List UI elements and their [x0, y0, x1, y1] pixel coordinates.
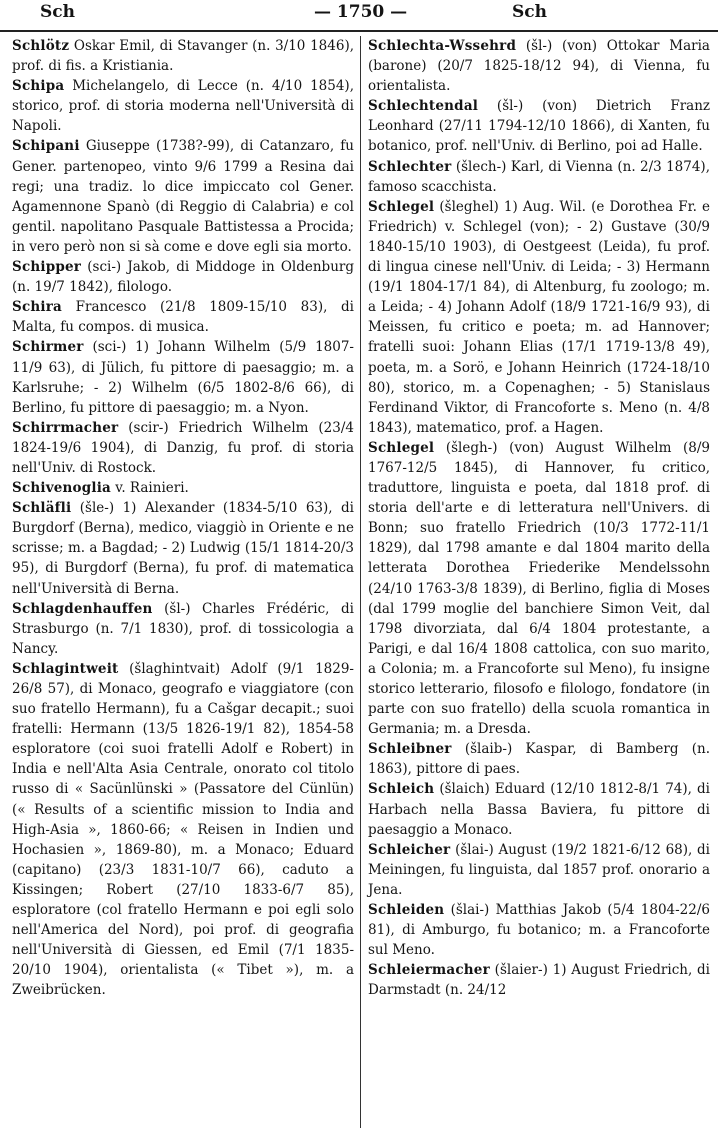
- entry: [368, 900, 710, 960]
- entry-headword: Schipper: [12, 259, 82, 276]
- entry: [12, 498, 354, 598]
- entry-headword: Schivenoglia: [12, 480, 112, 497]
- entry: [368, 960, 710, 1000]
- entry-headword: Schleiermacher: [368, 962, 490, 979]
- entry-text: (šlaghintvait) Adolf (9/1 1829-26/8 57), di Monaco, geografo e viaggiatore (con suo fratello Hermann), fu a Cašgar decapit.; suoi fratelli: Hermann (13/5 1826-19/1 82), 1854-58 esploratore (coi suoi fratelli Adolf e Robert) in India e nell'Alta Asia Centrale, onorato col titolo russo di « Sacünlünski » (Passatore del Cünlün) (« Results of a scientific mission to India and High-Asia », 1860-66; « Reisen in Indien und Hochasien », 1869-80), m. a Monaco; Eduard (capitano) (23/3 1831-10/7 66), caduto a Kissingen; Robert (27/10 1833-6/7 85), esploratore (col fratello Hermann e poi egli solo nell'America del Nord), poi prof. di geografia nell'Università di Giessen, ed Emil (7/1 1835-20/10 1904), orientalista (« Tibet »), m. a Zweibrücken.: [12, 660, 354, 999]
- page-number: — 1750 —: [314, 2, 408, 22]
- entry-text: (sci-) Jakob, di Middoge in Oldenburg (n. 19/7 1842), filologo.: [12, 259, 354, 296]
- entry-headword: Schirrmacher: [12, 419, 119, 436]
- entry: [368, 739, 710, 779]
- entry: [12, 36, 354, 76]
- entry: [368, 96, 710, 156]
- entry-text: (šlech-) Karl, di Vienna (n. 2/3 1874), famoso scacchista.: [368, 158, 710, 195]
- entry: [368, 840, 710, 900]
- page-header: [0, 0, 718, 32]
- entry: [12, 418, 354, 478]
- entry-text: (šl-) (von) Ottokar Maria (barone) (20/7 1825-18/12 94), di Vienna, fu orientalista.: [368, 38, 710, 95]
- entry-text: Michelangelo, di Lecce (n. 4/10 1854), storico, prof. di storia moderna nell'Università di Napoli.: [12, 78, 354, 135]
- header-left-keyword: Sch: [40, 2, 75, 22]
- entry-text: v. Rainieri.: [111, 480, 189, 497]
- left-column: [12, 36, 354, 1001]
- entry-text: (šlai-) Matthias Jakob (5/4 1804-22/6 81), di Amburgo, fu botanico; m. a Francoforte sul Meno.: [368, 902, 710, 959]
- entry-text: (šl-) Charles Frédéric, di Strasburgo (n. 7/1 1830), prof. di tossicologia a Nancy.: [12, 600, 354, 657]
- entry-headword: Schläfli: [12, 500, 72, 517]
- entry-headword: Schlegel: [368, 439, 435, 456]
- column-divider: [360, 36, 361, 1128]
- entry: [12, 76, 354, 136]
- entry-text: (šlegh-) (von) August Wilhelm (8/9 1767-12/5 1845), di Hannover, fu critico, traduttore, linguista e poeta, dal 1818 prof. di storia dell'arte e di letteratura nell'Univers. di Bonn; suo fratello Friedrich (10/3 1772-11/1 1829), dal 1798 amante e dal 1804 marito della letterata Dorothea Friederike Mendelssohn (24/10 1763-3/8 1839), di Berlino, figlia di Moses (dal 1799 moglie del banchiere Simon Veit, dal 1798 divorziata, dal 6/4 1804 protestante, a Parigi, e dal 16/4 1808 cattolica, con suo marito, a Colonia; m. a Francoforte sul Meno), fu insigne storico letterario, filosofo e filologo, fondatore (in parte con suo fratello) della scuola romantica in Germania; m. a Dresda.: [368, 439, 710, 738]
- entry: [12, 297, 354, 337]
- entry: [368, 157, 710, 197]
- entry-headword: Schlötz: [12, 38, 70, 54]
- entry-headword: Schleicher: [368, 841, 451, 858]
- entry: [368, 438, 710, 739]
- entry-text: Francesco (21/8 1809-15/10 83), di Malta, fu compos. di musica.: [12, 299, 354, 336]
- entry-headword: Schleibner: [368, 741, 452, 758]
- entry-headword: Schleiden: [368, 902, 445, 919]
- entry-text: (šlaib-) Kaspar, di Bamberg (n. 1863), pittore di paes.: [368, 741, 710, 778]
- entry-text: (šlaier-) 1) August Friedrich, di Darmstadt (n. 24/12: [368, 962, 710, 999]
- entry-text: (šl-) (von) Dietrich Franz Leonhard (27/11 1794-12/10 1866), di Xanten, fu botanico, prof. nell'Univ. di Berlino, poi ad Halle.: [368, 98, 710, 155]
- entry-headword: Schlagdenhauffen: [12, 600, 153, 617]
- entry: [12, 599, 354, 659]
- entry: [12, 478, 354, 498]
- entry-text: (šlaich) Eduard (12/10 1812-8/1 74), di Harbach nella Bassa Baviera, fu pittore di paesaggio a Monaco.: [368, 781, 710, 838]
- entry-headword: Schipani: [12, 138, 80, 155]
- entry: [12, 659, 354, 1001]
- entry-headword: Schirmer: [12, 339, 84, 356]
- entry-headword: Schlegel: [368, 198, 435, 215]
- entry-text: (sci-) 1) Johann Wilhelm (5/9 1807-11/9 63), di Jülich, fu pittore di paesaggio; m. a Karlsruhe; - 2) Wilhelm (6/5 1802-8/6 66), di Berlino, fu pittore di paesaggio; m. a Nyon.: [12, 339, 354, 416]
- entry-text: (šleghel) 1) Aug. Wil. (e Dorothea Fr. e Friedrich) v. Schlegel (von); - 2) Gustave (30/9 1840-15/10 1903), di Oestgeest (Leida), fu prof. di lingua cinese nell'Univ. di Leida; - 3) Hermann (19/1 1804-17/1 84), di Altenburg, fu zoologo; m. a Leida; - 4) Johann Adolf (18/9 1721-16/9 93), di Meissen, fu critico e poeta; m. ad Hannover; fratelli suoi: Johann Elias (17/1 1719-13/8 49), poeta, m. a Sorö, e Johann Heinrich (1724-18/10 80), storico, m. a Copenaghen; - 5) Stanislaus Ferdinand Viktor, di Francoforte s. Meno (n. 4/8 1843), matematico, prof. a Hagen.: [368, 198, 710, 436]
- entry-headword: Schira: [12, 299, 62, 316]
- entry: [368, 197, 710, 438]
- entry-text: Oskar Emil, di Stavanger (n. 3/10 1846), prof. di fis. a Kristiania.: [12, 38, 354, 75]
- entry: [12, 136, 354, 257]
- entry: [368, 36, 710, 96]
- entry-text: (šlai-) August (19/2 1821-6/12 68), di Meiningen, fu linguista, dal 1857 prof. onorario a Jena.: [368, 841, 710, 898]
- entry-headword: Schlechta-Wssehrd: [368, 38, 517, 54]
- entry-text: (šle-) 1) Alexander (1834-5/10 63), di Burgdorf (Berna), medico, viaggiò in Oriente e ne scrisse; m. a Bagdad; - 2) Ludwig (15/1 1814-20/3 95), di Burgdorf (Berna), fu prof. di matematica nell'Università di Berna.: [12, 500, 354, 597]
- entry-headword: Schlagintweit: [12, 660, 119, 677]
- entry-headword: Schleich: [368, 781, 435, 798]
- entry-text: (scir-) Friedrich Wilhelm (23/4 1824-19/6 1904), di Danzig, fu prof. di storia nell'Univ. di Rostock.: [12, 419, 354, 476]
- entry-headword: Schlechter: [368, 158, 452, 175]
- right-column: [368, 36, 710, 1001]
- entry: [12, 337, 354, 417]
- entry-headword: Schipa: [12, 78, 65, 95]
- entry-headword: Schlechtendal: [368, 98, 479, 115]
- entry: [368, 779, 710, 839]
- entry-text: Giuseppe (1738?-99), di Catanzaro, fu Gener. partenopeo, vinto 9/6 1799 a Resina dai regi; una tradiz. lo dice impiccato col Gener. Agamennone Spanò (di Reggio di Calabria) e col gentil. napolitano Pasquale Battistessa a Procida; in vero però non si sà come e dove egli sia morto.: [12, 138, 354, 255]
- header-right-keyword: Sch: [512, 2, 547, 22]
- entry: [12, 257, 354, 297]
